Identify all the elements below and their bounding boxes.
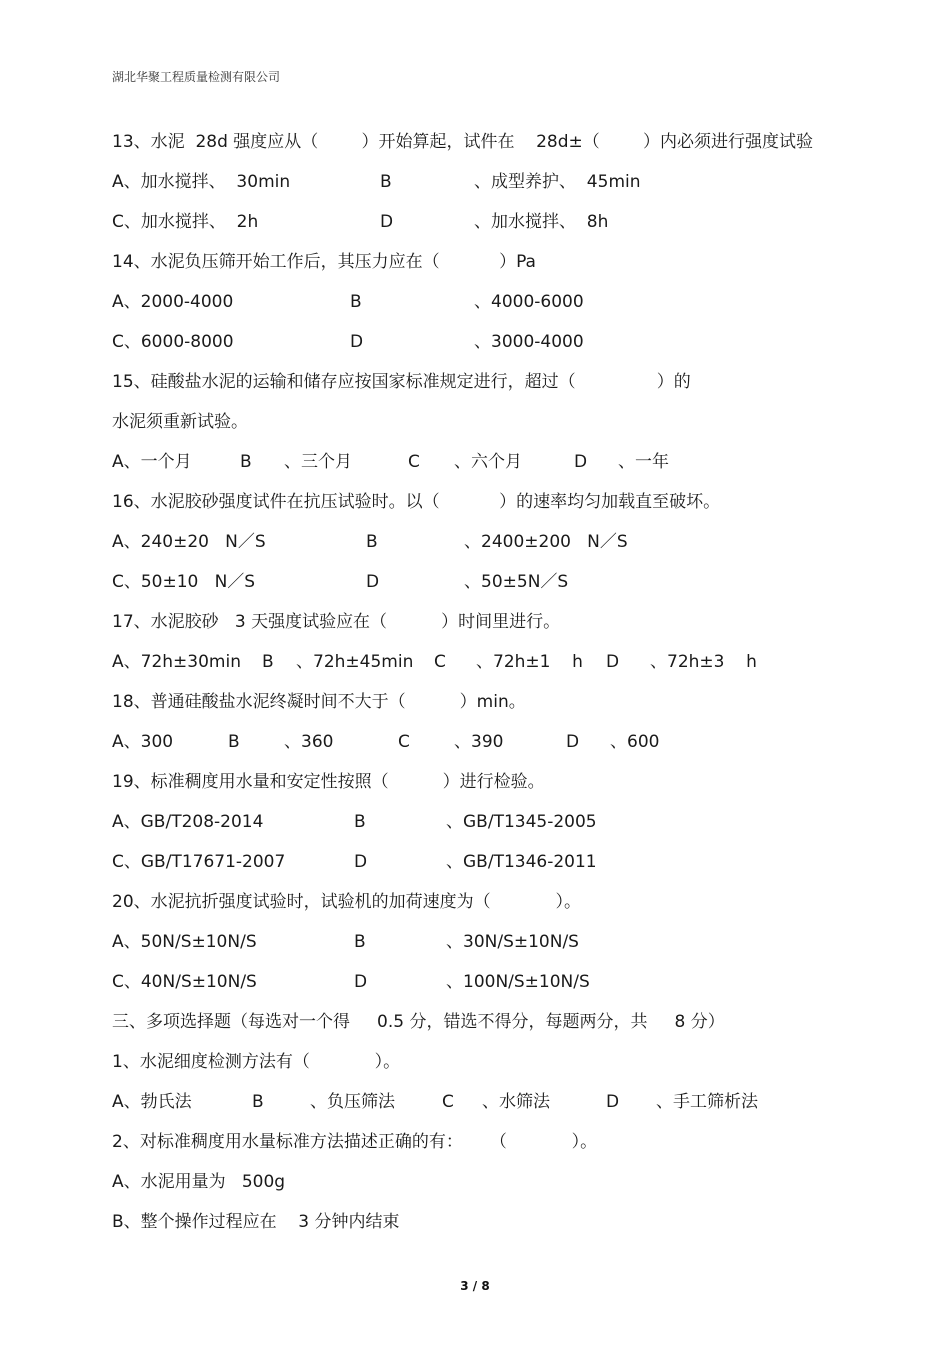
text-segment: 、600 [610,732,660,752]
text-segment: A、50N/S±10N/S [112,932,257,952]
text-segment: 、2400±200 N／S [464,532,628,552]
text-segment: C [442,1092,454,1112]
text-segment: C、加水搅拌、 2h [112,212,259,232]
text-segment: 、100N/S±10N/S [446,972,590,992]
text-segment: 2、对标准稠度用水量标准方法描述正确的有： （ ）。 [112,1132,598,1152]
text-segment: D [366,572,380,592]
text-segment: 17、水泥胶砂 3 天强度试验应在（ ）时间里进行。 [112,612,561,632]
text-segment: D [606,1092,620,1112]
text-segment: D [350,332,364,352]
text-segment: B [366,532,378,552]
text-segment: B [354,932,366,952]
text-segment: C [434,652,446,672]
text-segment: A、一个月 [112,452,192,472]
text-segment: 1、水泥细度检测方法有（ ）。 [112,1052,401,1072]
text-segment: C [398,732,410,752]
text-segment: 、一年 [618,452,669,472]
text-segment: C、40N/S±10N/S [112,972,257,992]
text-segment: A、72h±30min [112,652,241,672]
text-segment: 、72h±3 h [650,652,757,672]
text-segment: 14、水泥负压筛开始工作后，其压力应在（ ）Pa [112,252,536,272]
text-segment: 、GB/T1345-2005 [446,812,597,832]
text-segment: A、240±20 N／S [112,532,266,552]
text-segment: C、50±10 N／S [112,572,256,592]
text-segment: A、GB/T208-2014 [112,812,264,832]
text-segment: 15、硅酸盐水泥的运输和储存应按国家标准规定进行，超过（ ）的 [112,372,691,392]
text-segment: B [354,812,366,832]
text-segment: D [354,972,368,992]
text-segment: B [240,452,252,472]
text-segment: A、300 [112,732,174,752]
text-segment: 、GB/T1346-2011 [446,852,597,872]
text-segment: 19、标准稠度用水量和安定性按照（ ）进行检验。 [112,772,545,792]
page-number: 3 / 8 [460,1279,490,1293]
text-segment: D [380,212,394,232]
text-segment: 、负压筛法 [310,1092,395,1112]
text-segment: D [354,852,368,872]
text-segment: C、GB/T17671-2007 [112,852,286,872]
company-header: 湖北华聚工程质量检测有限公司 [112,70,281,84]
text-segment: B、整个操作过程应在 3 分钟内结束 [112,1212,400,1232]
text-segment: 20、水泥抗折强度试验时，试验机的加荷速度为（ ）。 [112,892,581,912]
text-segment: A、水泥用量为 500g [112,1172,286,1192]
text-segment: 、六个月 [454,452,522,472]
text-segment: A、加水搅拌、 30min [112,172,291,192]
text-segment: B [380,172,392,192]
text-segment: 16、水泥胶砂强度试件在抗压试验时。以（ ）的速率均匀加载直至破坏。 [112,492,721,512]
text-segment: 、4000-6000 [474,292,584,312]
text-segment: 、50±5N／S [464,572,569,592]
text-segment: B [252,1092,264,1112]
text-segment: 18、普通硅酸盐水泥终凝时间不大于（ ）min。 [112,692,526,712]
text-segment: 、30N/S±10N/S [446,932,579,952]
text-segment: B [228,732,240,752]
text-segment: 、成型养护、 45min [474,172,641,192]
text-segment: 、手工筛析法 [656,1092,758,1112]
text-segment: 三、多项选择题（每选对一个得 0.5 分，错选不得分，每题两分，共 8 分） [112,1012,725,1032]
text-segment: D [606,652,620,672]
text-segment: 、72h±45min [296,652,414,672]
text-segment: A、2000-4000 [112,292,234,312]
text-segment: D [566,732,580,752]
text-segment: C [408,452,420,472]
text-segment: B [350,292,362,312]
text-segment: 、72h±1 h [476,652,583,672]
text-segment: 、三个月 [284,452,352,472]
text-segment: 水泥须重新试验。 [112,412,248,432]
text-segment: 13、水泥 28d 强度应从（ ）开始算起，试件在 28d±（ ）内必须进行强度试验 [112,132,814,152]
text-segment: 、水筛法 [482,1092,550,1112]
text-segment: 、390 [454,732,504,752]
text-segment: B [262,652,274,672]
text-segment: 、3000-4000 [474,332,584,352]
text-segment: A、勃氏法 [112,1092,192,1112]
text-segment: C、6000-8000 [112,332,234,352]
text-segment: 、360 [284,732,334,752]
text-segment: 、加水搅拌、 8h [474,212,609,232]
text-segment: D [574,452,588,472]
